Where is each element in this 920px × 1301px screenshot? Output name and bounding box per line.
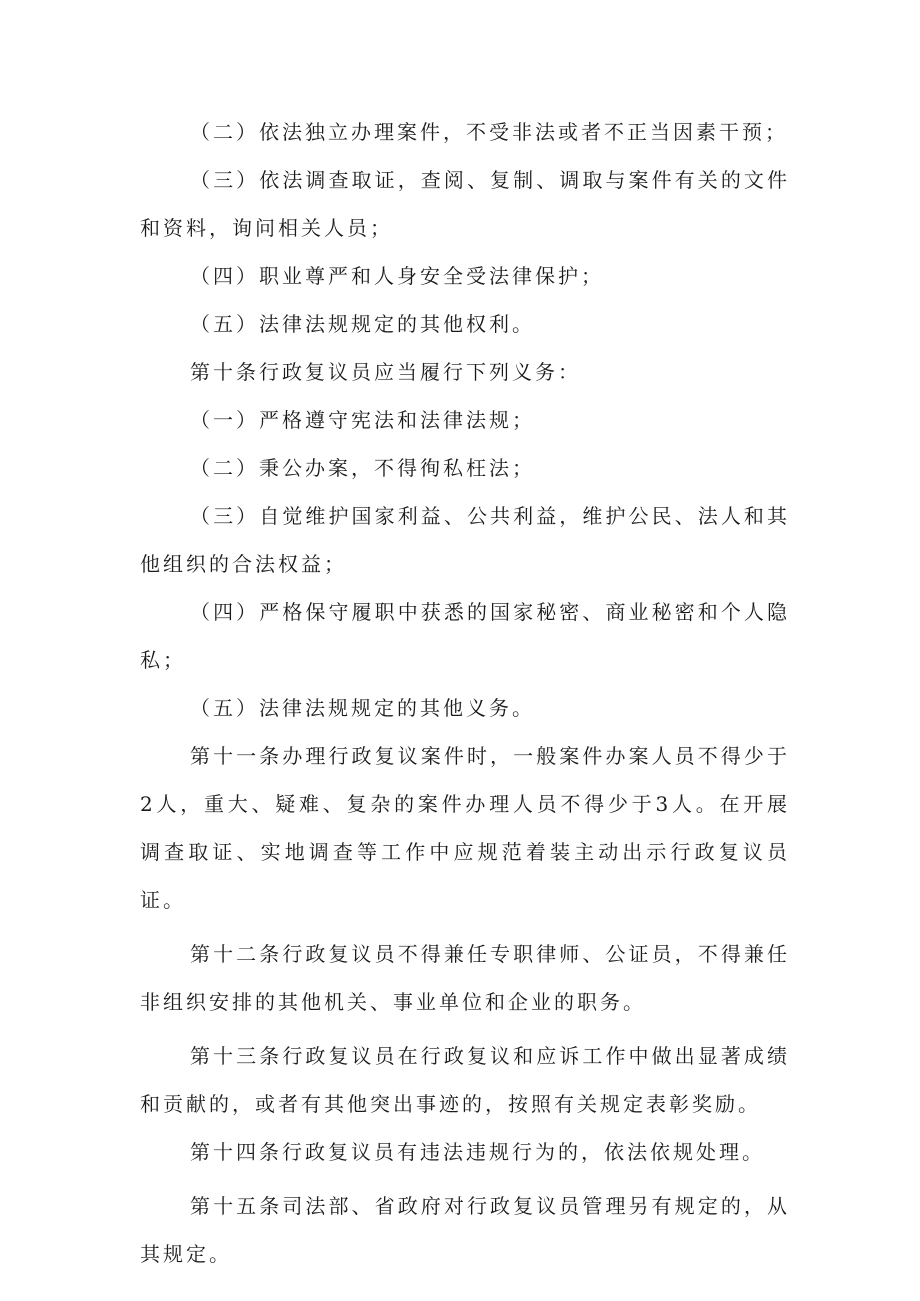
paragraph-right-3: （三）依法调查取证，查阅、复制、调取与案件有关的文件和资料，询问相关人员； xyxy=(140,168,790,240)
article-15: 第十五条司法部、省政府对行政复议员管理另有规定的，从其规定。 xyxy=(140,1194,790,1266)
paragraph-right-2: （二）依法独立办理案件，不受非法或者不正当因素干预； xyxy=(190,120,788,144)
paragraph-duty-1: （一）严格遵守宪法和法律法规； xyxy=(190,408,535,432)
article-10-heading: 第十条行政复议员应当履行下列义务： xyxy=(190,360,581,384)
paragraph-right-4: （四）职业尊严和人身安全受法律保护； xyxy=(190,264,604,288)
paragraph-right-5: （五）法律法规规定的其他权利。 xyxy=(190,312,535,336)
article-11: 第十一条办理行政复议案件时，一般案件办案人员不得少于2人，重大、疑难、复杂的案件办理人员不得少于3人。在开展调查取证、实地调查等工作中应规范着装主动出示行政复议员证。 xyxy=(140,744,790,912)
paragraph-duty-4: （四）严格保守履职中获悉的国家秘密、商业秘密和个人隐私； xyxy=(140,600,790,672)
article-13: 第十三条行政复议员在行政复议和应诉工作中做出显著成绩和贡献的，或者有其他突出事迹的，按照有关规定表彰奖励。 xyxy=(140,1044,790,1116)
document-body xyxy=(140,108,790,1278)
article-14: 第十四条行政复议员有违法违规行为的，依法依规处理。 xyxy=(190,1140,765,1164)
paragraph-duty-2: （二）秉公办案，不得徇私枉法； xyxy=(190,456,535,480)
article-12: 第十二条行政复议员不得兼任专职律师、公证员，不得兼任非组织安排的其他机关、事业单位和企业的职务。 xyxy=(140,942,790,1014)
paragraph-duty-3: （三）自觉维护国家利益、公共利益，维护公民、法人和其他组织的合法权益； xyxy=(140,504,790,576)
paragraph-duty-5: （五）法律法规规定的其他义务。 xyxy=(190,696,535,720)
